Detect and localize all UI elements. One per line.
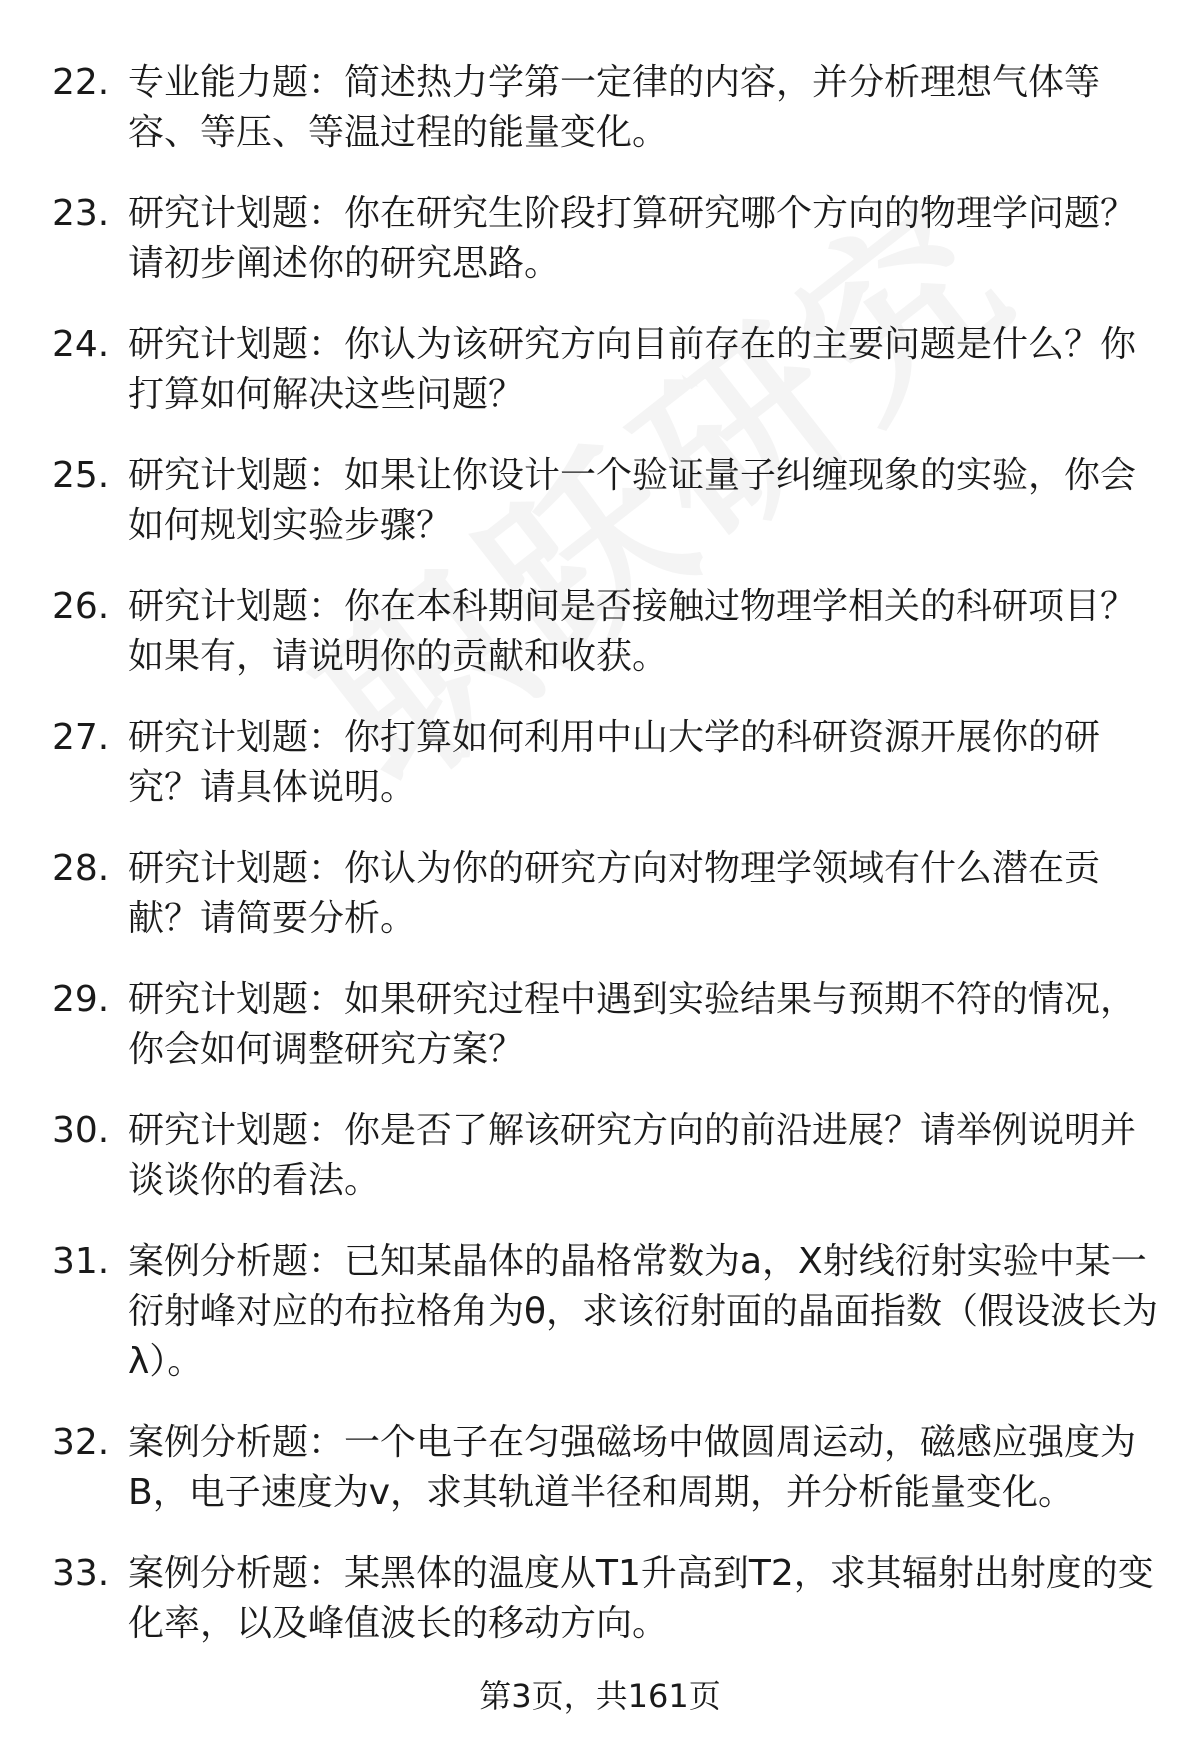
page-footer: 第3页，共161页 bbox=[479, 1677, 721, 1715]
question-item bbox=[52, 189, 1162, 289]
question-number: 30. bbox=[52, 1110, 110, 1151]
question-text: 研究计划题：你认为你的研究方向对物理学领域有什么潜在贡献？请简要分析。 bbox=[128, 848, 1101, 939]
question-item bbox=[52, 975, 1162, 1075]
question-text: 案例分析题：一个电子在匀强磁场中做圆周运动，磁感应强度为B，电子速度为v，求其轨道半径和周期，并分析能量变化。 bbox=[128, 1422, 1137, 1513]
question-number: 32. bbox=[52, 1422, 110, 1463]
question-item bbox=[52, 1237, 1162, 1387]
question-number: 22. bbox=[52, 62, 110, 103]
question-item bbox=[52, 1418, 1162, 1518]
question-text: 研究计划题：你认为该研究方向目前存在的主要问题是什么？你打算如何解决这些问题？ bbox=[128, 324, 1137, 415]
question-item bbox=[52, 320, 1162, 420]
question-item bbox=[52, 844, 1162, 944]
question-text: 研究计划题：你在研究生阶段打算研究哪个方向的物理学问题？请初步阐述你的研究思路。 bbox=[128, 193, 1137, 284]
question-number: 26. bbox=[52, 586, 110, 627]
question-text: 研究计划题：如果让你设计一个验证量子纠缠现象的实验，你会如何规划实验步骤？ bbox=[128, 455, 1137, 546]
question-text: 研究计划题：你是否了解该研究方向的前沿进展？请举例说明并谈谈你的看法。 bbox=[128, 1110, 1137, 1201]
question-item bbox=[52, 713, 1162, 813]
question-number: 24. bbox=[52, 324, 110, 365]
question-number: 25. bbox=[52, 455, 110, 496]
question-list bbox=[52, 58, 1162, 1680]
question-item bbox=[52, 58, 1162, 158]
question-number: 31. bbox=[52, 1241, 110, 1282]
question-number: 29. bbox=[52, 979, 110, 1020]
question-number: 28. bbox=[52, 848, 110, 889]
question-text: 专业能力题：简述热力学第一定律的内容，并分析理想气体等容、等压、等温过程的能量变化。 bbox=[128, 62, 1101, 153]
question-text: 研究计划题：你在本科期间是否接触过物理学相关的科研项目？如果有，请说明你的贡献和收获。 bbox=[128, 586, 1137, 677]
question-number: 33. bbox=[52, 1553, 110, 1594]
question-item bbox=[52, 451, 1162, 551]
question-item bbox=[52, 1549, 1162, 1649]
question-text: 研究计划题：如果研究过程中遇到实验结果与预期不符的情况，你会如何调整研究方案？ bbox=[128, 979, 1137, 1070]
question-item bbox=[52, 1106, 1162, 1206]
question-item bbox=[52, 582, 1162, 682]
question-number: 23. bbox=[52, 193, 110, 234]
question-text: 研究计划题：你打算如何利用中山大学的科研资源开展你的研究？请具体说明。 bbox=[128, 717, 1101, 808]
question-text: 案例分析题：某黑体的温度从T1升高到T2，求其辐射出射度的变化率，以及峰值波长的移动方向。 bbox=[128, 1553, 1154, 1644]
question-number: 27. bbox=[52, 717, 110, 758]
question-text: 案例分析题：已知某晶体的晶格常数为a，X射线衍射实验中某一衍射峰对应的布拉格角为θ，求该衍射面的晶面指数（假设波长为λ）。 bbox=[128, 1241, 1159, 1382]
